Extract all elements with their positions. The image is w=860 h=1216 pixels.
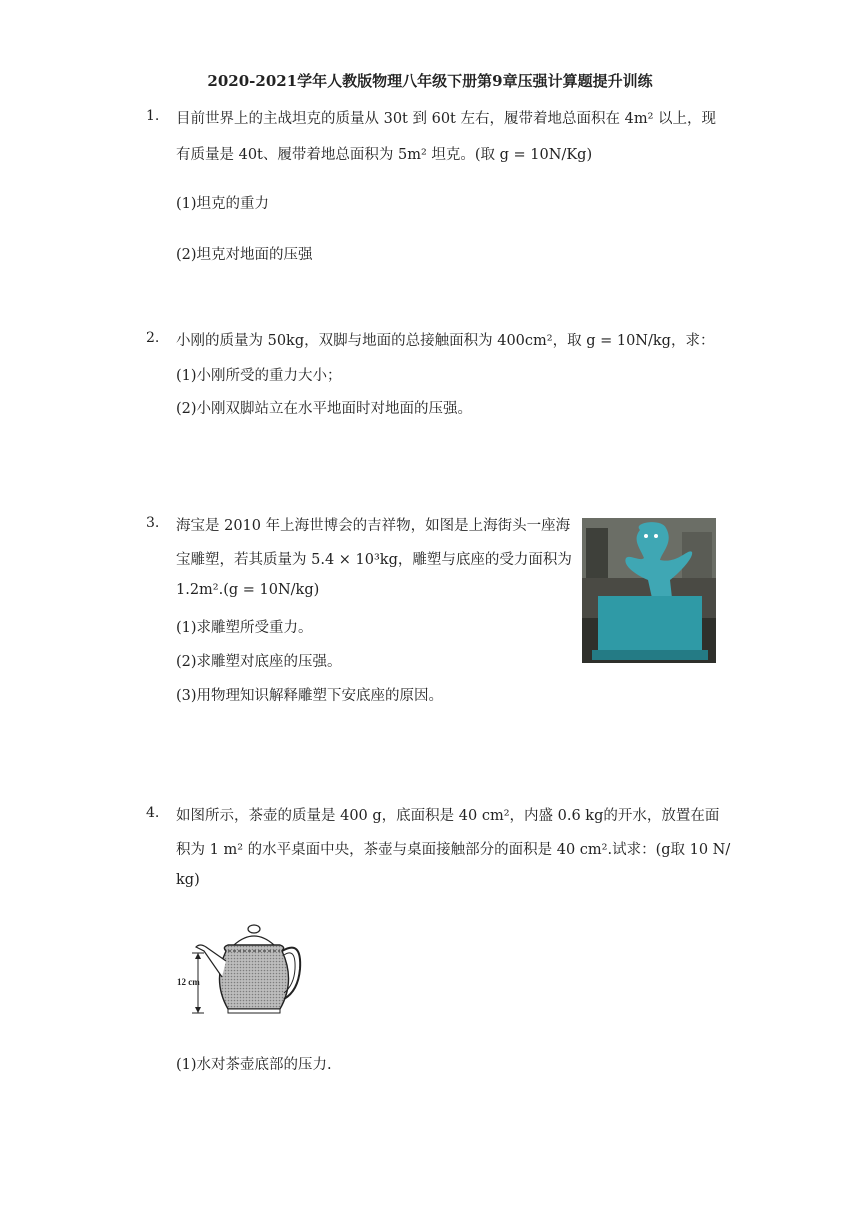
sub-question: (1)坦克的重力 [176, 196, 270, 212]
teapot-diagram [176, 921, 304, 1021]
question-text: 如图所示，茶壶的质量是 400 g，底面积是 40 cm²，内盛 0.6 kg的开水，放置在面 [176, 808, 720, 824]
question-text: 宝雕塑，若其质量为 5.4 × 10³kg，雕塑与底座的受力面积为 [176, 552, 572, 568]
question-number: 4. [146, 805, 160, 821]
question-text: 1.2m².(g = 10N/kg) [176, 582, 320, 598]
sub-question: (2)求雕塑对底座的压强。 [176, 654, 342, 670]
question-text: 有质量是 40t、履带着地总面积为 5m² 坦克。(取 g = 10N/Kg) [176, 147, 593, 163]
sub-question: (2)坦克对地面的压强 [176, 247, 313, 263]
sub-question: (1)求雕塑所受重力。 [176, 620, 313, 636]
sub-question: (2)小刚双脚站立在水平地面时对地面的压强。 [176, 401, 473, 417]
haibao-sculpture-photo [582, 518, 716, 663]
question-text: kg) [176, 872, 200, 888]
sub-question: (1)小刚所受的重力大小； [176, 368, 342, 384]
question-text: 海宝是 2010 年上海世博会的吉祥物，如图是上海街头一座海 [176, 518, 571, 534]
question-text: 目前世界上的主战坦克的质量从 30t 到 60t 左右，履带着地总面积在 4m² 以上，现 [176, 111, 716, 127]
sub-question: (1)水对茶壶底部的压力. [176, 1057, 332, 1073]
question-text: 积为 1 m² 的水平桌面中央，茶壶与桌面接触部分的面积是 40 cm².试求：(g取 10 N/ [176, 842, 731, 858]
question-number: 2. [146, 330, 160, 346]
teapot-height-label: 12 cm [177, 977, 200, 987]
question-number: 3. [146, 515, 160, 531]
page-title: 2020-2021学年人教版物理八年级下册第9章压强计算题提升训练 [207, 72, 653, 90]
question-number: 1. [146, 108, 160, 124]
question-text: 小刚的质量为 50kg，双脚与地面的总接触面积为 400cm²，取 g = 10N/kg，求： [176, 333, 715, 349]
sub-question: (3)用物理知识解释雕塑下安底座的原因。 [176, 688, 444, 704]
